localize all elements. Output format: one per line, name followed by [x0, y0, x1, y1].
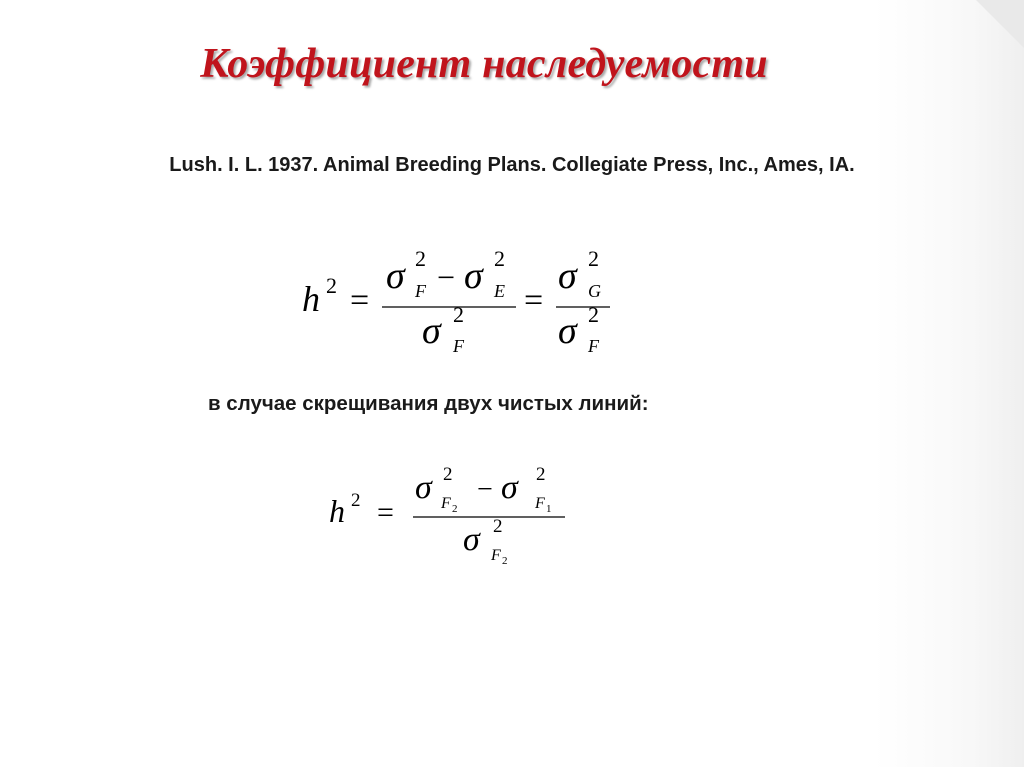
formula1-den-sigma-2: σ — [558, 310, 577, 352]
formula2-den-sq: 2 — [493, 516, 503, 537]
formula1-num-sq-G: 2 — [588, 246, 599, 271]
formula2-den-sigma: σ — [463, 521, 480, 558]
formula2-equals: = — [377, 496, 394, 529]
formula1-num-sub-G: G — [588, 281, 601, 301]
formula1-num-sigma-G: σ — [558, 255, 577, 297]
formula2-den-sub-F: F — [491, 547, 501, 564]
formula1-num-sub-F: F — [415, 281, 426, 301]
formula1-num-sub-E: E — [494, 281, 505, 301]
formula2-num-sub-F-2: F — [535, 495, 545, 512]
formula1-den-sq-2: 2 — [588, 302, 599, 327]
formula2-num-sq-2: 2 — [536, 464, 546, 485]
page-curl-decoration — [874, 0, 1024, 767]
formula1-num-sigma-1: σ — [386, 255, 405, 297]
formula1-num-sigma-2: σ — [464, 255, 483, 297]
formula1-equals-1: = — [350, 282, 370, 319]
formula1-den-sub-F-2: F — [588, 336, 599, 356]
formula1-den-sub-F-1: F — [453, 336, 464, 356]
formula1-num-sq-2: 2 — [494, 246, 505, 271]
formula2-num-sigma-1: σ — [415, 469, 432, 506]
formula2-num-idx-1: 1 — [546, 503, 552, 515]
formula2-num-sub-F-1: F — [441, 495, 451, 512]
formula2-num-sq-1: 2 — [443, 464, 453, 485]
heritability-formula-general — [298, 245, 628, 360]
formula1-num-sq-1: 2 — [415, 246, 426, 271]
formula1-equals-2: = — [524, 282, 544, 319]
formula2-num-idx-2: 2 — [452, 503, 458, 515]
formula2-lhs-exp: 2 — [351, 490, 361, 511]
formula1-lhs-h: h — [302, 279, 320, 319]
formula2-lhs-h: h — [329, 493, 345, 529]
pure-lines-caption: в случае скрещивания двух чистых линий: — [208, 392, 649, 415]
formula1-minus: − — [437, 259, 456, 295]
formula2-den-idx-2: 2 — [502, 555, 508, 567]
formula1-den-sigma-1: σ — [422, 310, 441, 352]
formula1-den-sq-1: 2 — [453, 302, 464, 327]
heritability-formula-pure-lines — [325, 462, 575, 567]
citation-text: Lush. I. L. 1937. Animal Breeding Plans. Collegiate Press, Inc., Ames, IA. — [169, 154, 855, 176]
formula1-lhs-exp: 2 — [326, 273, 337, 298]
formula2-minus: − — [477, 474, 493, 505]
formula2-num-sigma-2: σ — [501, 469, 518, 506]
slide-title: Коэффициент наследуемости — [200, 41, 768, 87]
